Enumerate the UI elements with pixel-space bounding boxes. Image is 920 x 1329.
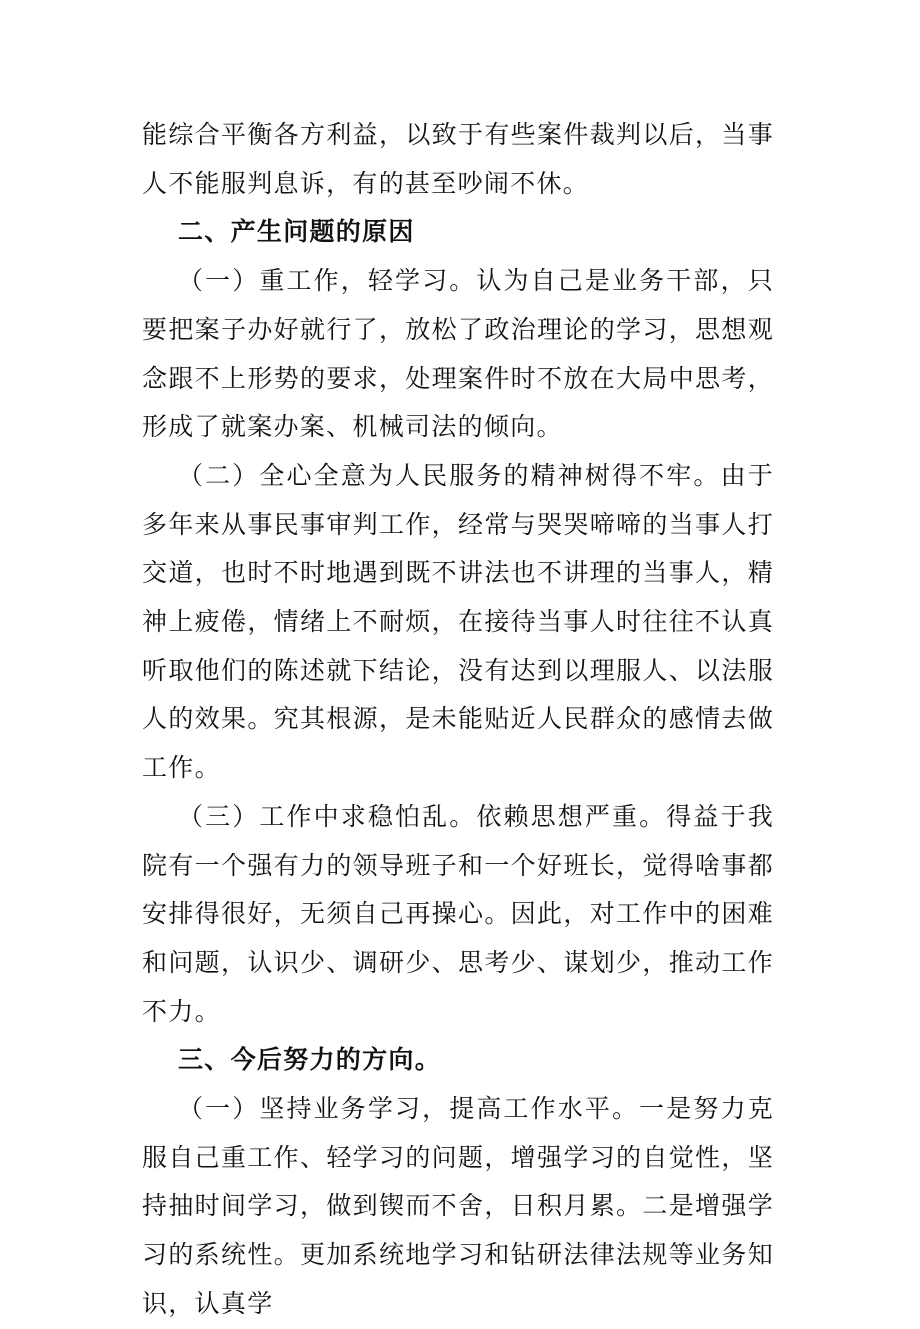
paragraph-direction-1: （一）坚持业务学习，提高工作水平。一是努力克服自己重工作、轻学习的问题，增强学习的自觉性，坚持抽时间学习，做到锲而不舍，日积月累。二是增强学习的系统性。更加系统地学习和钻研法律法规等业务知识，认真学 bbox=[142, 1094, 774, 1318]
paragraph-continued: 能综合平衡各方利益，以致于有些案件裁判以后，当事人不能服判息诉，有的甚至吵闹不休。 bbox=[142, 120, 774, 198]
section-heading-causes: 二、产生问题的原因 bbox=[178, 217, 415, 247]
document-body bbox=[142, 111, 774, 1329]
paragraph-cause-3: （三）工作中求稳怕乱。依赖思想严重。得益于我院有一个强有力的领导班子和一个好班长，觉得啥事都安排得很好，无须自己再操心。因此，对工作中的困难和问题，认识少、调研少、思考少、谋划少，推动工作不力。 bbox=[142, 801, 774, 1026]
section-heading-direction: 三、今后努力的方向。 bbox=[178, 1045, 442, 1075]
paragraph-cause-1: （一）重工作，轻学习。认为自己是业务干部，只要把案子办好就行了，放松了政治理论的学习，思想观念跟不上形势的要求，处理案件时不放在大局中思考，形成了就案办案、机械司法的倾向。 bbox=[142, 266, 774, 442]
paragraph-cause-2: （二）全心全意为人民服务的精神树得不牢。由于多年来从事民事审判工作，经常与哭哭啼啼的当事人打交道，也时不时地遇到既不讲法也不讲理的当事人，精神上疲倦，情绪上不耐烦，在接待当事人时往往不认真听取他们的陈述就下结论，没有达到以理服人、以法服人的效果。究其根源，是未能贴近人民群众的感情去做工作。 bbox=[142, 460, 774, 783]
